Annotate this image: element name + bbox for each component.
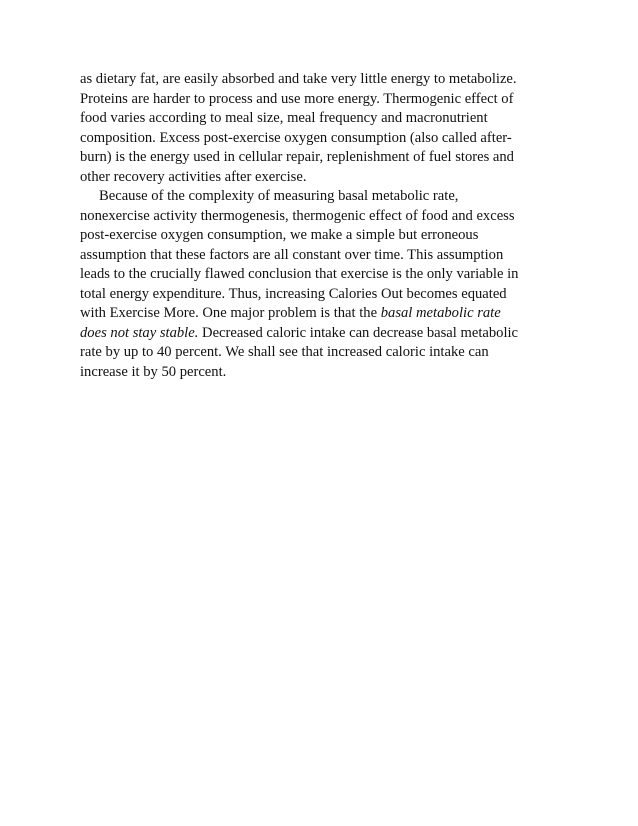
paragraph-2-line-5: leads to the crucially flawed conclusion that exercise is the only variable in <box>80 266 519 282</box>
paragraph-1-line-6: other recovery activities after exercise. <box>80 168 307 185</box>
paragraph-2-line-4: assumption that these factors are all constant over time. This assumption <box>80 246 504 263</box>
paragraph-2-line-7-italic: basal metabolic rate <box>380 305 501 321</box>
paragraph-2-line-3: post-exercise oxygen consumption, we make a simple but erroneous <box>80 227 479 243</box>
paragraph-1-line-1: as dietary fat, are easily absorbed and take very little energy to metabolize. <box>80 71 517 87</box>
paragraph-1-line-5: burn) is the energy used in cellular repair, replenishment of fuel stores and <box>80 149 514 165</box>
paragraph-2-line-8-text: Decreased caloric intake can decrease basal metabolic <box>198 324 519 341</box>
paragraph-2-line-9: rate by up to 40 percent. We shall see that increased caloric intake can <box>80 344 489 360</box>
paragraph-1-line-4: composition. Excess post-exercise oxygen consumption (also called after- <box>80 129 512 146</box>
paragraph-2-line-10: increase it by 50 percent. <box>80 363 227 380</box>
paragraph-2-line-8-italic: does not stay stable. <box>80 324 199 341</box>
paragraph-2-line-7 <box>80 304 558 324</box>
paragraph-1-line-3: food varies according to meal size, meal frequency and macronutrient <box>80 110 488 126</box>
body-text <box>80 70 558 382</box>
paragraph-2-line-6: total energy expenditure. Thus, increasing Calories Out becomes equated <box>80 285 507 302</box>
paragraph-2-line-2: nonexercise activity thermogenesis, thermogenic effect of food and excess <box>80 207 515 224</box>
paragraph-1-line-2: Proteins are harder to process and use more energy. Thermogenic effect of <box>80 90 514 107</box>
paragraph-2-line-1: Because of the complexity of measuring basal metabolic rate, <box>99 188 459 204</box>
paragraph-2-line-8 <box>80 324 558 344</box>
paragraph-2-line-7-text: with Exercise More. One major problem is that the <box>80 305 381 321</box>
